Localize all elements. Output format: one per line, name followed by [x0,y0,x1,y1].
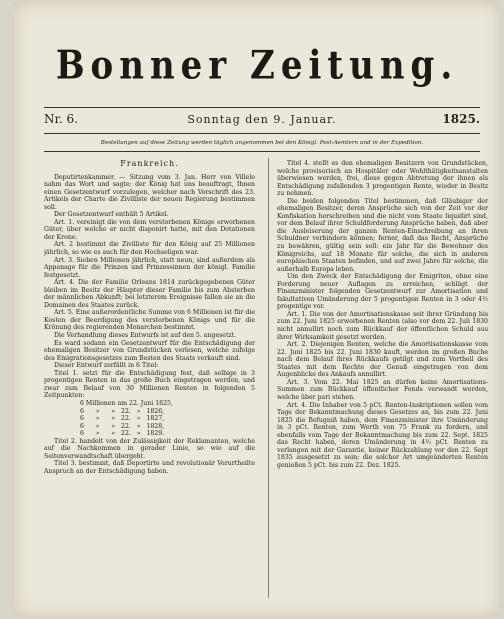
article-paragraph: Art. 1. Die von der Amortisationskasse seit ihrer Gründung bis zum 22. Juni 1825 erworbenen Renten (also vor dem 22. Juli 1830 nicht annullirt noch zum Rückkauf der öffentlichen Schuld aus ihrer Wirksamkeit gesetzt werden. [277,310,488,341]
article-paragraph: Die beiden folgenden Titel bestimmen, daß Gläubiger der ehemaligen Besitzer, deren Ansprüche sich von der Zeit vor der Konfiskation herschreiben und die nicht vom Staate liquidirt sind, vor dem Belauf ihrer Schuldforderung Ansprüche haben, daß aber die Ausleiserung der ganzen Renten-Einschreibung an ihren Schuldner verbindern können; ferner, daß das Recht, Ansprüche zu bewähren, gültig sein soll: ein Jahr für die Bewohner des Königreichs, auf 18 Monate für solche, die sich in anderen europäischen Staaten befinden, und auf zwei Jahre für solche, die außerhalb Europa leben. [277,197,488,273]
schedule-row: 6 Millionen am 22. Juni 1825, [80,399,173,407]
article-paragraph: Dieser Entwurf zerfällt in 6 Titel: [54,362,159,370]
article-paragraph: Art. 4. Die der Familie Orleans 1814 zurückgegebenen Güter bleiben im Besitz der Häupter dieser Familie bis zum Absterben der männlichen Abkunft; bei letzterem Ereignisse fallen sie an die Domainen des Staates zurück. [44,279,255,309]
article-paragraph: Art. 3. Vom 22. Mai 1825 an dürfen keine Amortisations-Summen zum Rückkauf öffentlicher Fonds verwandt werden, welche über pari stehen. [277,378,488,401]
schedule-row: 6 » » 22. » 1829. [80,430,165,438]
issue-number: Nr. 6. [44,112,78,126]
article-paragraph: Um den Zweck der Entschädigung der Emigriten, ohne eine Forderung neuer Auflagen zu erreichen, schlägt der Finanzminister folgenden Gesetzentwurf zur Amortisation und fakultativen Umänderung der 5 progentigen Renten in 3 oder 4½ progentige vor. [277,273,488,311]
masthead-title: Bonner Zeitung. [55,43,459,89]
left-column [44,160,255,600]
section-heading-frankreich: Frankreich. [120,160,179,168]
article-paragraph: Die Verhandlung dieses Entwurfs ist auf den 5. angesetzt. [54,332,237,340]
article-paragraph: Art. 3. Sieben Millionen jährlich, statt neun, sind außerdem als Appanage für die Prinzen und Prinzessinnen der königl. Familie festgesetzt. [44,256,255,279]
subscription-note: Bestellungen auf diese Zeitung werden täglich angenommen bei den Königl. Post-Aemtern und in der Expedition. [100,140,424,146]
article-paragraph: Es ward sodann ein Gesetzentwurf für die Entschädigung der ehemaligen Besitzer von Grundstücken verlesen, welche zufolge des Emigrationsgesetzes zum Besten des Staats verkauft sind. [44,339,255,362]
right-column [277,160,488,600]
article-paragraph: Titel 2. handelt von der Zulässigkeit der Reklamanten, welche auf die Nachkommen in gerader Linie, so wie auf die Seitenverwandtschaft übergeht. [44,437,255,460]
issue-rule [44,133,480,134]
issue-info-row [44,112,480,130]
article-paragraph: Deputirtenkammer. — Sitzung vom 3. Jan. Herr von Villele nahm das Wort und sagte: der König hat uns beauftragt, Ihnen einen Gesetzentwurf vorzulegen, welcher nach Vorschrift des 23. Artikels der Charte die Zivilliste der neuen Regierung bestimmen soll. [44,173,255,211]
article-paragraph: Art. 2. Diejenigen Renten, welche die Amortisationskasse vom 22. Juni 1825 bis 22. Juni 1830 kauft, werden im großen Buche nach dem Belauf ihres Rückkaufs getilgt und zum Vortheil des Staates mit dem Rechte der Genuß eingetragen von dem Augenblicke des Ankaufs annullirt. [277,341,488,379]
schedule-row: 6 » » 22. » 1827, [80,415,165,423]
article-paragraph: Art. 2 bestimmt die Zivilliste für den König auf 25 Millionen jährlich, so wie es auch für den Hochseligen war. [44,241,255,257]
issue-year: 1825. [442,112,480,126]
schedule-row: 6 » » 22. » 1826, [80,407,165,415]
article-paragraph: Art. 4. Die Inhaber von 5 pCt. Renten-Inskriptionen sollen vom Tage der Bekanntmachung dieses Gesetzes an, bis zum 22. Juni 1825 die Befugniß haben, dem Finanzminister ihre Umänderung in 3 pCt. Renten, zum Werth von 75 Frank zu fordern, und ebenfalls vom Tage der Bekanntmachung bis zum 22. Sept. 1825 das Recht haben, deren Umänderung in 4½ pCt. Renten zu verlangen mit der Garantie, keiner Rückzahlung vor den 22. Sept 1835 ausgesetzt zu sein; die solcher Art umgeänderten Renten genießen 5 pCt. bis zum 22. Dez. 1825. [277,401,488,469]
issue-date: Sonntag den 9. Januar. [187,113,337,126]
header-bottom-rule [44,151,480,152]
article-paragraph: Der Gesetzentwurf enthält 5 Artikel. [54,211,169,219]
payment-schedule [44,400,255,438]
top-rule [44,107,480,108]
article-paragraph: Titel 3. bestimmt, daß Deportirte und revolutionär Verurtheilte Anspruch an der Entschädigung haben. [44,460,255,475]
newspaper-page [14,2,500,617]
article-paragraph: Titel 1. setzt für die Entschädigung fest, daß selbige in 3 progentigen Renten in das große Buch eingetragen werden, und zwar zum Belauf von 30 Millionen Renten in folgenden 5 Zeitpunkten: [44,369,255,400]
article-paragraph: Art. 1. vereinigt die von dem verstorbenen Könige erworbenen Güter, über welche er nicht disponirt hatte, mit den Dotationen der Krone. [44,218,255,241]
article-paragraph: Titel 4. stellt es den ehemaligen Besitzern von Grundstücken, welche provisorisch an Hospitäler oder Wohlthätigkeitsanstalten überwiesen werden, frei, diese gegen Abtretung der ihnen als Entschädigung zufallenden 3 progentigen Rente, wieder in Besitz zu nehmen. [277,160,488,198]
column-divider [268,158,269,598]
article-paragraph: Art. 5. Eine außerordentliche Summe von 6 Millionen ist für die Kosten der Beerdigung des verstorbenen Königs und für die Krönung des regierenden Monarchen bestimmt. [44,309,255,332]
schedule-row: 6 » » 22. » 1828, [80,422,165,430]
